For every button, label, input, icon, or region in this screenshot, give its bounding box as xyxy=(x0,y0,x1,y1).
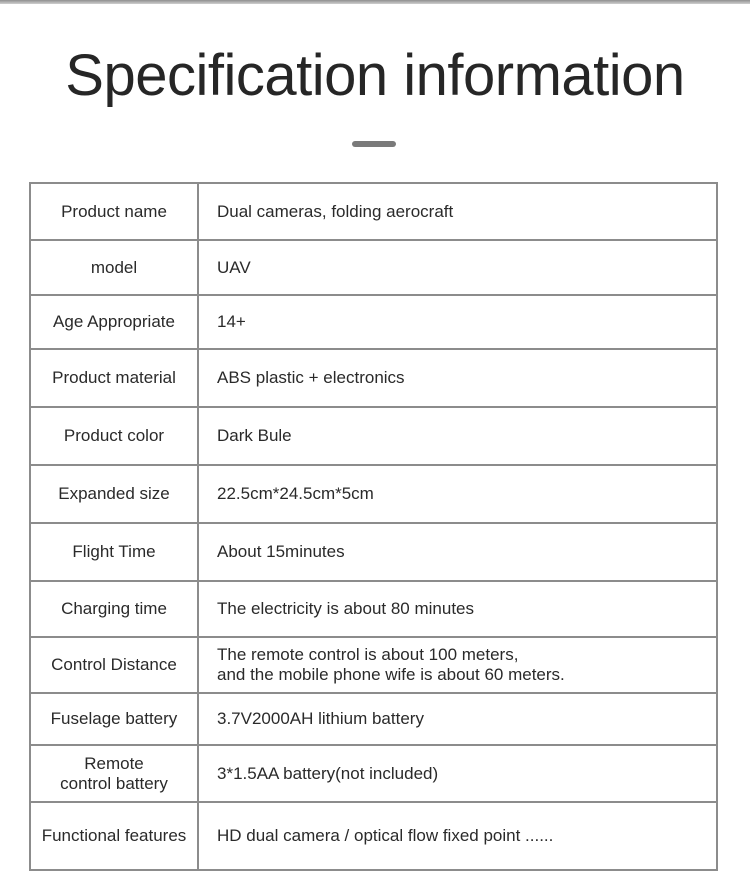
spec-label: Expanded size xyxy=(30,465,198,523)
spec-value: 3.7V2000AH lithium battery xyxy=(198,693,717,745)
spec-value: Dual cameras, folding aerocraft xyxy=(198,183,717,240)
spec-value: HD dual camera / optical flow fixed point ...... xyxy=(198,802,717,870)
spec-label: Control Distance xyxy=(30,637,198,693)
spec-value: Dark Bule xyxy=(198,407,717,465)
table-row xyxy=(30,183,717,240)
table-row xyxy=(30,581,717,637)
spec-label: Flight Time xyxy=(30,523,198,581)
spec-label: Product color xyxy=(30,407,198,465)
spec-label: Functional features xyxy=(30,802,198,870)
spec-value: 3*1.5AA battery(not included) xyxy=(198,745,717,802)
spec-value-line: and the mobile phone wife is about 60 meters. xyxy=(217,665,565,684)
table-row xyxy=(30,693,717,745)
spec-label-line: Remote xyxy=(84,753,144,773)
table-row xyxy=(30,802,717,870)
table-row xyxy=(30,407,717,465)
spec-label: Product name xyxy=(30,183,198,240)
page-title: Specification information xyxy=(65,43,685,108)
table-row xyxy=(30,295,717,349)
spec-value: The electricity is about 80 minutes xyxy=(198,581,717,637)
spec-label: Charging time xyxy=(30,581,198,637)
spec-label: Product material xyxy=(30,349,198,407)
table-row xyxy=(30,523,717,581)
spec-label: Fuselage battery xyxy=(30,693,198,745)
spec-label: model xyxy=(30,240,198,295)
spec-label-line: control battery xyxy=(60,773,168,793)
specification-table xyxy=(29,182,718,871)
spec-label: Age Appropriate xyxy=(30,295,198,349)
spec-value: 14+ xyxy=(198,295,717,349)
spec-value: About 15minutes xyxy=(198,523,717,581)
spec-value: ABS plastic + electronics xyxy=(198,349,717,407)
spec-label xyxy=(30,745,198,802)
table-row xyxy=(30,465,717,523)
table-row xyxy=(30,349,717,407)
table-row xyxy=(30,745,717,802)
top-border-bar xyxy=(0,0,750,4)
spec-value xyxy=(198,637,717,693)
spec-value: 22.5cm*24.5cm*5cm xyxy=(198,465,717,523)
spec-value: UAV xyxy=(198,240,717,295)
spec-value-line: The remote control is about 100 meters, xyxy=(217,645,519,664)
title-divider xyxy=(352,141,396,147)
table-row xyxy=(30,240,717,295)
table-row xyxy=(30,637,717,693)
